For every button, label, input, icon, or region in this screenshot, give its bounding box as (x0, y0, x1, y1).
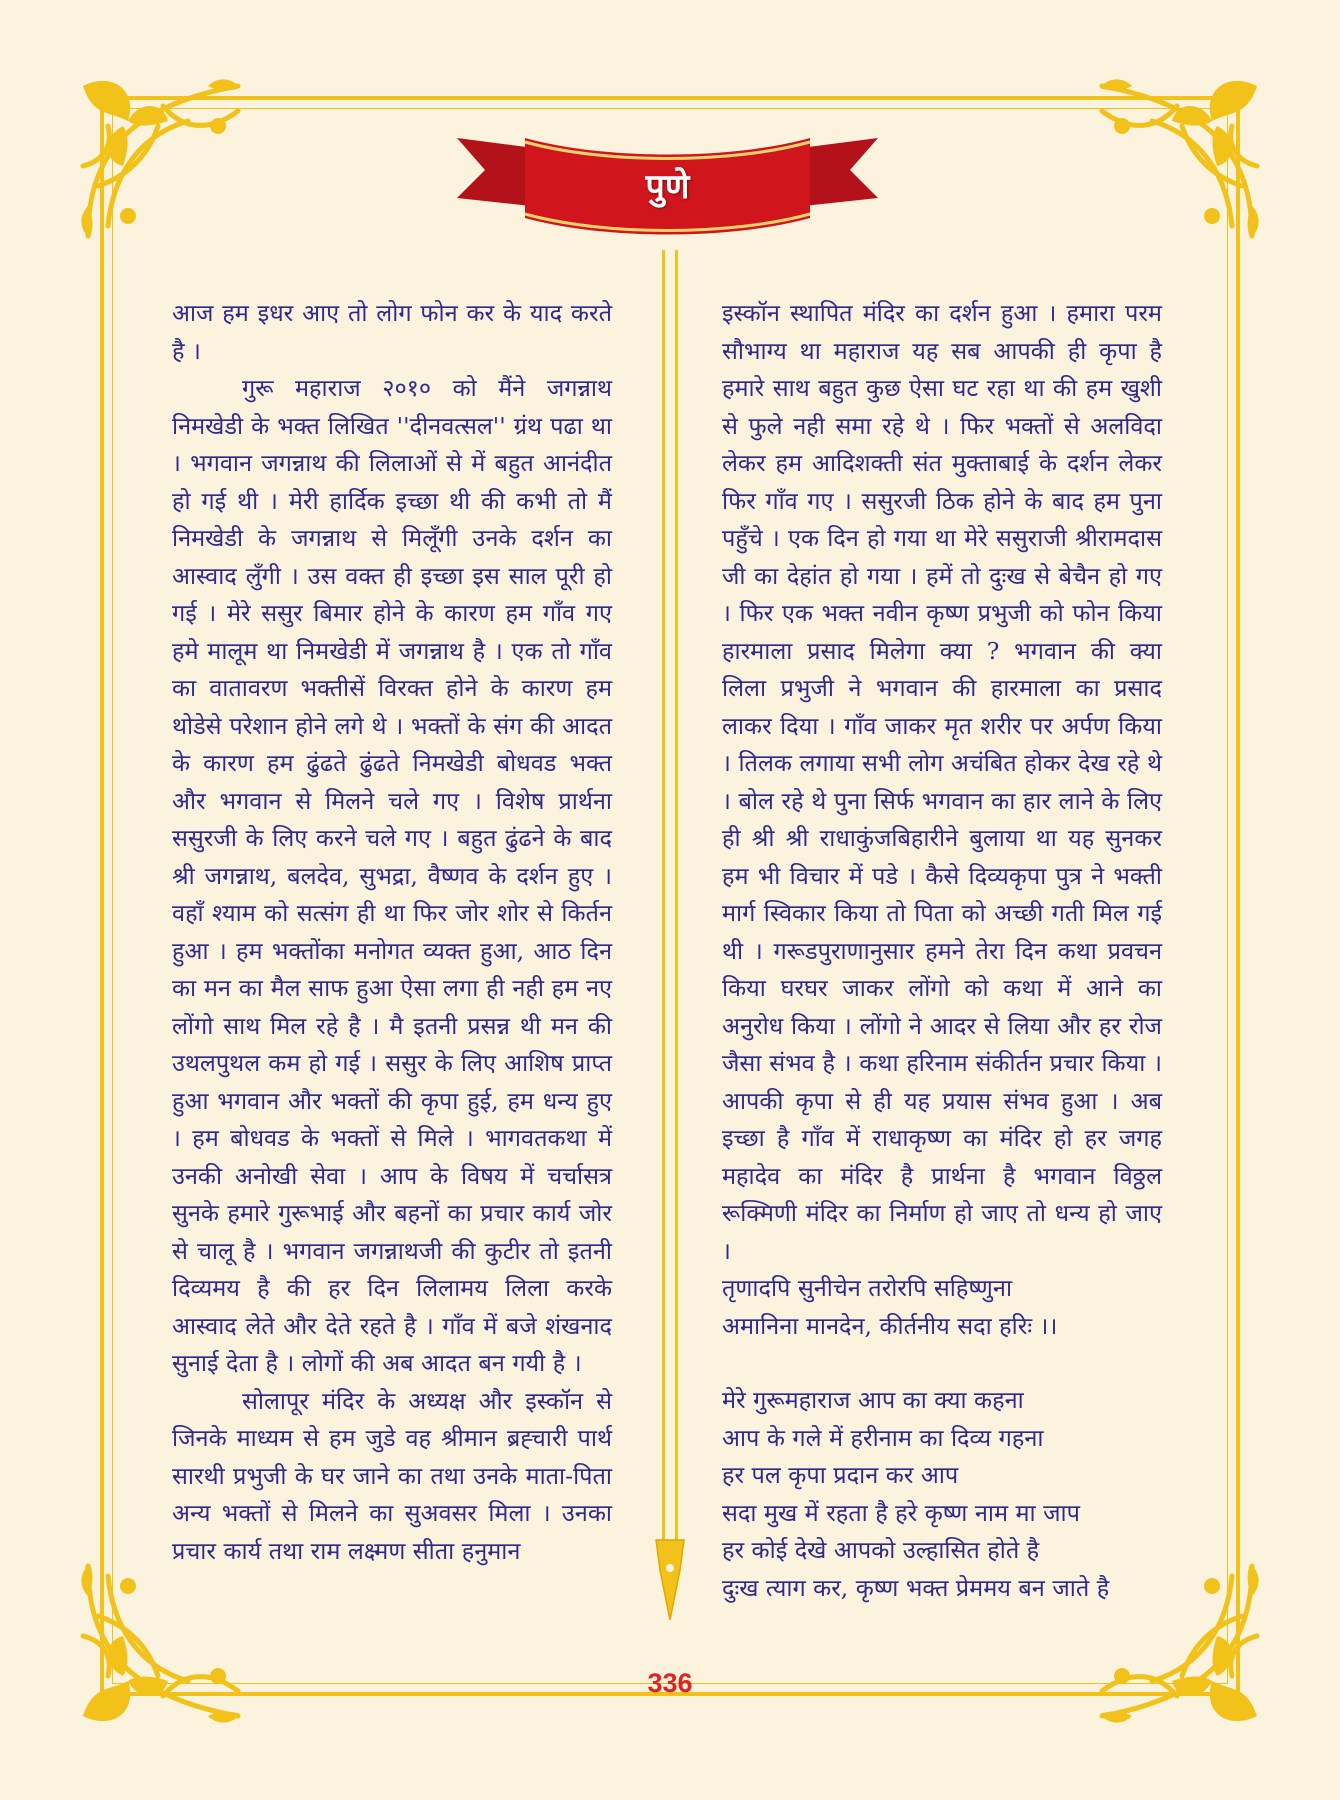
poem-line: हर पल कृपा प्रदान कर आप (722, 1461, 959, 1489)
paragraph: सोलापूर मंदिर के अध्यक्ष और इस्कॉन से जिनके माध्यम से हम जुडे वह श्रीमान ब्रह्चारी पार्थ सारथी प्रभुजी के घर जाने का तथा उनके माता-पिता अन्य भक्तों से मिलने का सुअवसर मिला । उनका प्रचार कार्य तथा राम लक्ष्मण सीता हनुमान (172, 1386, 612, 1565)
poem-line: दुःख त्याग कर, कृष्ण भक्त प्रेममय बन जाते है (722, 1573, 1110, 1602)
pen-nib-divider-icon (650, 250, 690, 1630)
floral-corner-top-right-icon (1082, 66, 1272, 256)
spacer (722, 1345, 1162, 1382)
page-title: पुणे (645, 167, 690, 207)
poem-line: मेरे गुरूमहाराज आप का क्या कहना (722, 1386, 1024, 1414)
paragraph: इस्कॉन स्थापित मंदिर का दर्शन हुआ । हमारा परम सौभाग्य था महाराज यह सब आपकी ही कृपा है हमारे साथ बहुत कुछ ऐसा घट रहा था की हम खुशी से फुले नही समा रहे थे । फिर भक्तों से अलविदा लेकर हम आदिशक्ती संत मुक्ताबाई के दर्शन लेकर फिर गाँव गए । ससुरजी ठिक होने के बाद हम पुना पहुँचे । एक दिन हो गया था मेरे ससुराजी श्रीरामदास जी का देहांत हो गया । हमें तो दुःख से बेचैन हो गए । फिर एक भक्त नवीन कृष्ण प्रभुजी को फोन किया हारमाला प्रसाद मिलेगा क्या ? भगवान की क्या लिला प्रभुजी ने भगवान की हारमाला का प्रसाद लाकर दिया । गाँव जाकर मृत शरीर पर अर्पण किया । तिलक लगाया सभी लोग अचंबित होकर देख रहे थे । बोल रहे थे पुना सिर्फ भगवान का हार लाने के लिए ही श्री श्री राधाकुंजबिहारीने बुलाया था यह सुनकर हम भी विचार में पडे । कैसे दिव्यकृपा पुत्र ने भक्ती मार्ग स्विकार किया तो पिता को अच्छी गती मिल गई थी । गरूडपुराणानुसार हमने तेरा दिन कथा प्रवचन किया घरघर जाकर लोंगो को कथा में आने का अनुरोध किया । लोंगो ने आदर से लिया और हर रोज जैसा संभव है । कथा हरिनाम संकीर्तन प्रचार किया । आपकी कृपा से ही यह प्रयास संभव हुआ । अब इच्छा है गाँव में राधाकृष्ण का मंदिर हो हर जगह महादेव का मंदिर है प्रार्थना है भगवान विठ्ठल रूक्मिणी मंदिर का निर्माण हो जाए तो धन्य हो जाए । (722, 299, 1162, 1265)
shloka-line: तृणादपि सुनीचेन तरोरपि सहिष्णुना (722, 1274, 1013, 1302)
page-number: 336 (647, 1668, 693, 1698)
title-ribbon (455, 120, 880, 240)
paragraph: गुरू महाराज २०१० को मैंने जगन्नाथ निमखेडी के भक्त लिखित ''दीनवत्सल'' ग्रंथ पढा था । भगवान जगन्नाथ की लिलाओं से में बहुत आनंदीत हो गई थी । मेरी हार्दिक इच्छा थी की कभी तो मैं निमखेडी के जगन्नाथ से मिलूँगी उनके दर्शन का आस्वाद लुँगी । उस वक्त ही इच्छा इस साल पूरी हो गई । मेरे ससुर बिमार होने के कारण हम गाँव गए हमे मालूम था निमखेडी में जगन्नाथ है । एक तो गाँव का वातावरण भक्तीसें विरक्त होने के कारण हम थोडेसे परेशान होने लगे थे । भक्तों के संग की आदत के कारण हम ढुंढते ढुंढते निमखेडी बोधवड भक्त और भगवान से मिलने चले गए । विशेष प्रार्थना ससुरजी के लिए करने चले गए । बहुत ढुंढने के बाद श्री जगन्नाथ, बलदेव, सुभद्रा, वैष्णव के दर्शन हुए । वहाँ श्याम को सत्संग ही था फिर जोर शोर से किर्तन हुआ । हम भक्तोंका मनोगत व्यक्त हुआ, आठ दिन का मन का मैल साफ हुआ ऐसा लगा ही नही हम नए लोंगो साथ मिल रहे है । मै इतनी प्रसन्न थी मन की उथलपुथल कम हो गई । ससुर के लिए आशिष प्राप्त हुआ भगवान और भक्तों की कृपा हुई, हम धन्य हुए । हम बोधवड के भक्तों से मिले । भागवतकथा में उनकी अनोखी सेवा । आप के विषय में चर्चासत्र सुनके हमारे गुरूभाई और बहनों का प्रचार कार्य जोर से चालू है । भगवान जगन्नाथजी की कुटीर तो इतनी दिव्यमय है की हर दिन लिलामय लिला करके आस्वाद लेते और देते रहते है । गाँव में बजे शंखनाद सुनाई देता है । लोगों की अब आदत बन गयी है । (172, 374, 612, 1377)
paragraph: आज हम इधर आए तो लोग फोन कर के याद करते है । (172, 299, 612, 365)
floral-corner-bottom-left-icon (68, 1546, 258, 1736)
shloka-line: अमानिना मानदेन, कीर्तनीय सदा हरिः ।। (722, 1311, 1058, 1340)
poem-line: सदा मुख में रहता है हरे कृष्ण नाम मा जाप (722, 1498, 1080, 1527)
poem-line: हर कोई देखे आपको उल्हासित होते है (722, 1536, 1040, 1564)
left-text-column (172, 295, 612, 1570)
poem-line: आप के गले में हरीनाम का दिव्य गहना (722, 1423, 1044, 1452)
right-text-column (722, 295, 1162, 1607)
floral-corner-top-left-icon (68, 66, 258, 256)
